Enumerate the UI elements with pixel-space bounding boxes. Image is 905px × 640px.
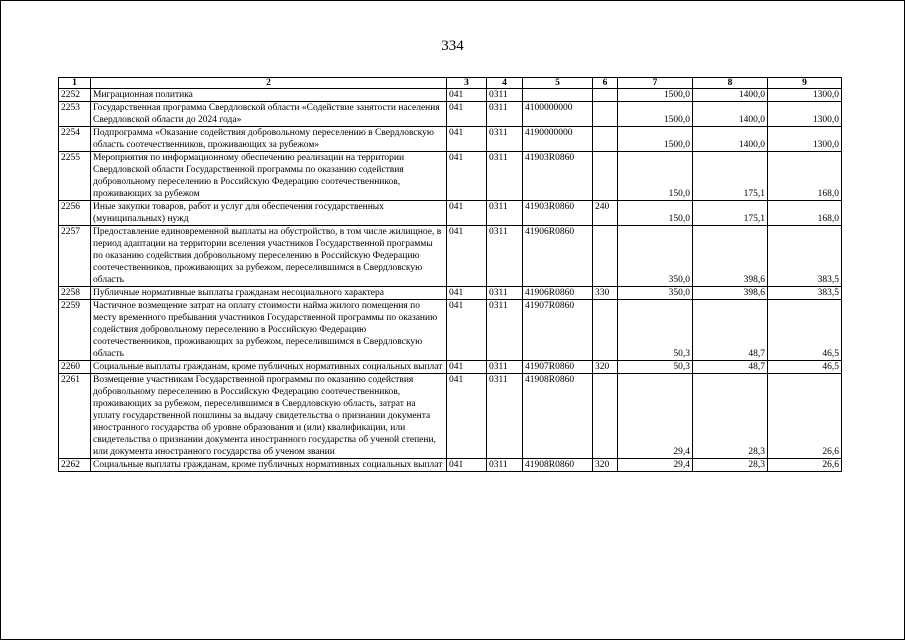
target-article-code: 41903R0860 [523,201,593,226]
ministry-code: 041 [447,89,487,102]
section-code: 0311 [487,287,523,300]
amount-col9: 383,5 [768,287,842,300]
ministry-code: 041 [447,287,487,300]
amount-col9: 26,6 [768,459,842,472]
table-row [59,152,842,201]
row-description: Социальные выплаты гражданам, кроме публичных нормативных социальных выплат [91,459,447,472]
amount-col9: 168,0 [768,152,842,201]
amount-col9: 1300,0 [768,89,842,102]
column-header: 2 [91,78,447,89]
section-code: 0311 [487,127,523,152]
ministry-code: 041 [447,102,487,127]
amount-col8: 1400,0 [693,127,768,152]
ministry-code: 041 [447,127,487,152]
amount-col8: 175,1 [693,201,768,226]
column-header: 4 [487,78,523,89]
target-article-code: 41906R0860 [523,226,593,287]
amount-col8: 28,3 [693,459,768,472]
expense-type-code [593,102,618,127]
amount-col8: 1400,0 [693,89,768,102]
row-description: Миграционная политика [91,89,447,102]
expense-type-code [593,127,618,152]
row-description: Публичные нормативные выплаты гражданам несоциального характера [91,287,447,300]
budget-table [58,77,842,472]
amount-col9: 383,5 [768,226,842,287]
amount-col7: 150,0 [618,201,693,226]
amount-col7: 29,4 [618,374,693,459]
page-number: 334 [441,38,464,54]
expense-type-code [593,152,618,201]
expense-type-code [593,374,618,459]
target-article-code: 41908R0860 [523,459,593,472]
table-row [59,374,842,459]
amount-col9: 1300,0 [768,102,842,127]
table-row [59,201,842,226]
expense-type-code: 320 [593,361,618,374]
column-header: 8 [693,78,768,89]
row-number: 2254 [59,127,91,152]
row-description: Мероприятия по информационному обеспечению реализации на территории Свердловской области Государственной программы по оказанию содействия добровольному переселению в Российскую Федерацию соотечественников, проживающих за рубежом [91,152,447,201]
target-article-code: 41907R0860 [523,300,593,361]
amount-col9: 46,5 [768,300,842,361]
table-row [59,89,842,102]
amount-col8: 398,6 [693,226,768,287]
amount-col7: 29,4 [618,459,693,472]
table-row [59,287,842,300]
row-number: 2261 [59,374,91,459]
amount-col8: 175,1 [693,152,768,201]
expense-type-code [593,89,618,102]
ministry-code: 041 [447,361,487,374]
column-header: 5 [523,78,593,89]
section-code: 0311 [487,361,523,374]
row-description: Государственная программа Свердловской области «Содействие занятости населения Свердловской области до 2024 года» [91,102,447,127]
expense-type-code [593,300,618,361]
table-row [59,127,842,152]
expense-type-code: 320 [593,459,618,472]
section-code: 0311 [487,374,523,459]
amount-col7: 1500,0 [618,102,693,127]
amount-col8: 28,3 [693,374,768,459]
expense-type-code: 240 [593,201,618,226]
amount-col9: 1300,0 [768,127,842,152]
column-header: 6 [593,78,618,89]
target-article-code: 41906R0860 [523,287,593,300]
amount-col9: 168,0 [768,201,842,226]
row-number: 2252 [59,89,91,102]
section-code: 0311 [487,102,523,127]
table-row [59,459,842,472]
ministry-code: 041 [447,201,487,226]
amount-col7: 1500,0 [618,89,693,102]
target-article-code: 41903R0860 [523,152,593,201]
row-description: Социальные выплаты гражданам, кроме публичных нормативных социальных выплат [91,361,447,374]
ministry-code: 041 [447,152,487,201]
row-number: 2256 [59,201,91,226]
table-row [59,361,842,374]
row-number: 2255 [59,152,91,201]
row-description: Частичное возмещение затрат на оплату стоимости найма жилого помещения по месту временного пребывания участников Государственной программы по оказанию содействия добровольному переселению в Российскую Федерацию соотечественников, проживающих за рубежом, переселившимся в Свердловскую область [91,300,447,361]
ministry-code: 041 [447,459,487,472]
amount-col8: 48,7 [693,300,768,361]
column-header: 7 [618,78,693,89]
amount-col7: 50,3 [618,361,693,374]
ministry-code: 041 [447,226,487,287]
amount-col8: 48,7 [693,361,768,374]
amount-col7: 350,0 [618,287,693,300]
row-number: 2260 [59,361,91,374]
expense-type-code [593,226,618,287]
target-article-code: 4190000000 [523,127,593,152]
ministry-code: 041 [447,300,487,361]
amount-col8: 398,6 [693,287,768,300]
column-header: 3 [447,78,487,89]
section-code: 0311 [487,201,523,226]
target-article-code: 41907R0860 [523,361,593,374]
amount-col9: 46,5 [768,361,842,374]
amount-col7: 350,0 [618,226,693,287]
header-row [59,78,842,89]
amount-col9: 26,6 [768,374,842,459]
table-row [59,300,842,361]
section-code: 0311 [487,152,523,201]
row-description: Подпрограмма «Оказание содействия добровольному переселению в Свердловскую область соотечественников, проживающих за рубежом» [91,127,447,152]
ministry-code: 041 [447,374,487,459]
row-description: Предоставление единовременной выплаты на обустройство, в том числе жилищное, в период адаптации на территории вселения участников Государственной программы по оказанию содействия добровольному переселению в Российскую Федерацию соотечественников, проживающих за рубежом, переселившимся в Свердловскую область [91,226,447,287]
table-row [59,102,842,127]
row-number: 2257 [59,226,91,287]
amount-col7: 150,0 [618,152,693,201]
row-number: 2253 [59,102,91,127]
column-header: 1 [59,78,91,89]
row-number: 2258 [59,287,91,300]
section-code: 0311 [487,459,523,472]
amount-col8: 1400,0 [693,102,768,127]
row-description: Иные закупки товаров, работ и услуг для обеспечения государственных (муниципальных) нужд [91,201,447,226]
section-code: 0311 [487,226,523,287]
amount-col7: 1500,0 [618,127,693,152]
table-row [59,226,842,287]
row-number: 2262 [59,459,91,472]
row-description: Возмещение участникам Государственной программы по оказанию содействия добровольному переселению в Российскую Федерацию соотечественников, проживающих за рубежом, переселившимся в Свердловскую область, затрат на уплату государственной пошлины за выдачу свидетельства о признании документа иностранного государства об уровне образования и (или) квалификации, или свидетельства о признании документа иностранного государства об ученой степени, или документа иностранного государства об ученом звании [91,374,447,459]
target-article-code [523,89,593,102]
column-header: 9 [768,78,842,89]
section-code: 0311 [487,89,523,102]
row-number: 2259 [59,300,91,361]
section-code: 0311 [487,300,523,361]
expense-type-code: 330 [593,287,618,300]
target-article-code: 4100000000 [523,102,593,127]
target-article-code: 41908R0860 [523,374,593,459]
amount-col7: 50,3 [618,300,693,361]
